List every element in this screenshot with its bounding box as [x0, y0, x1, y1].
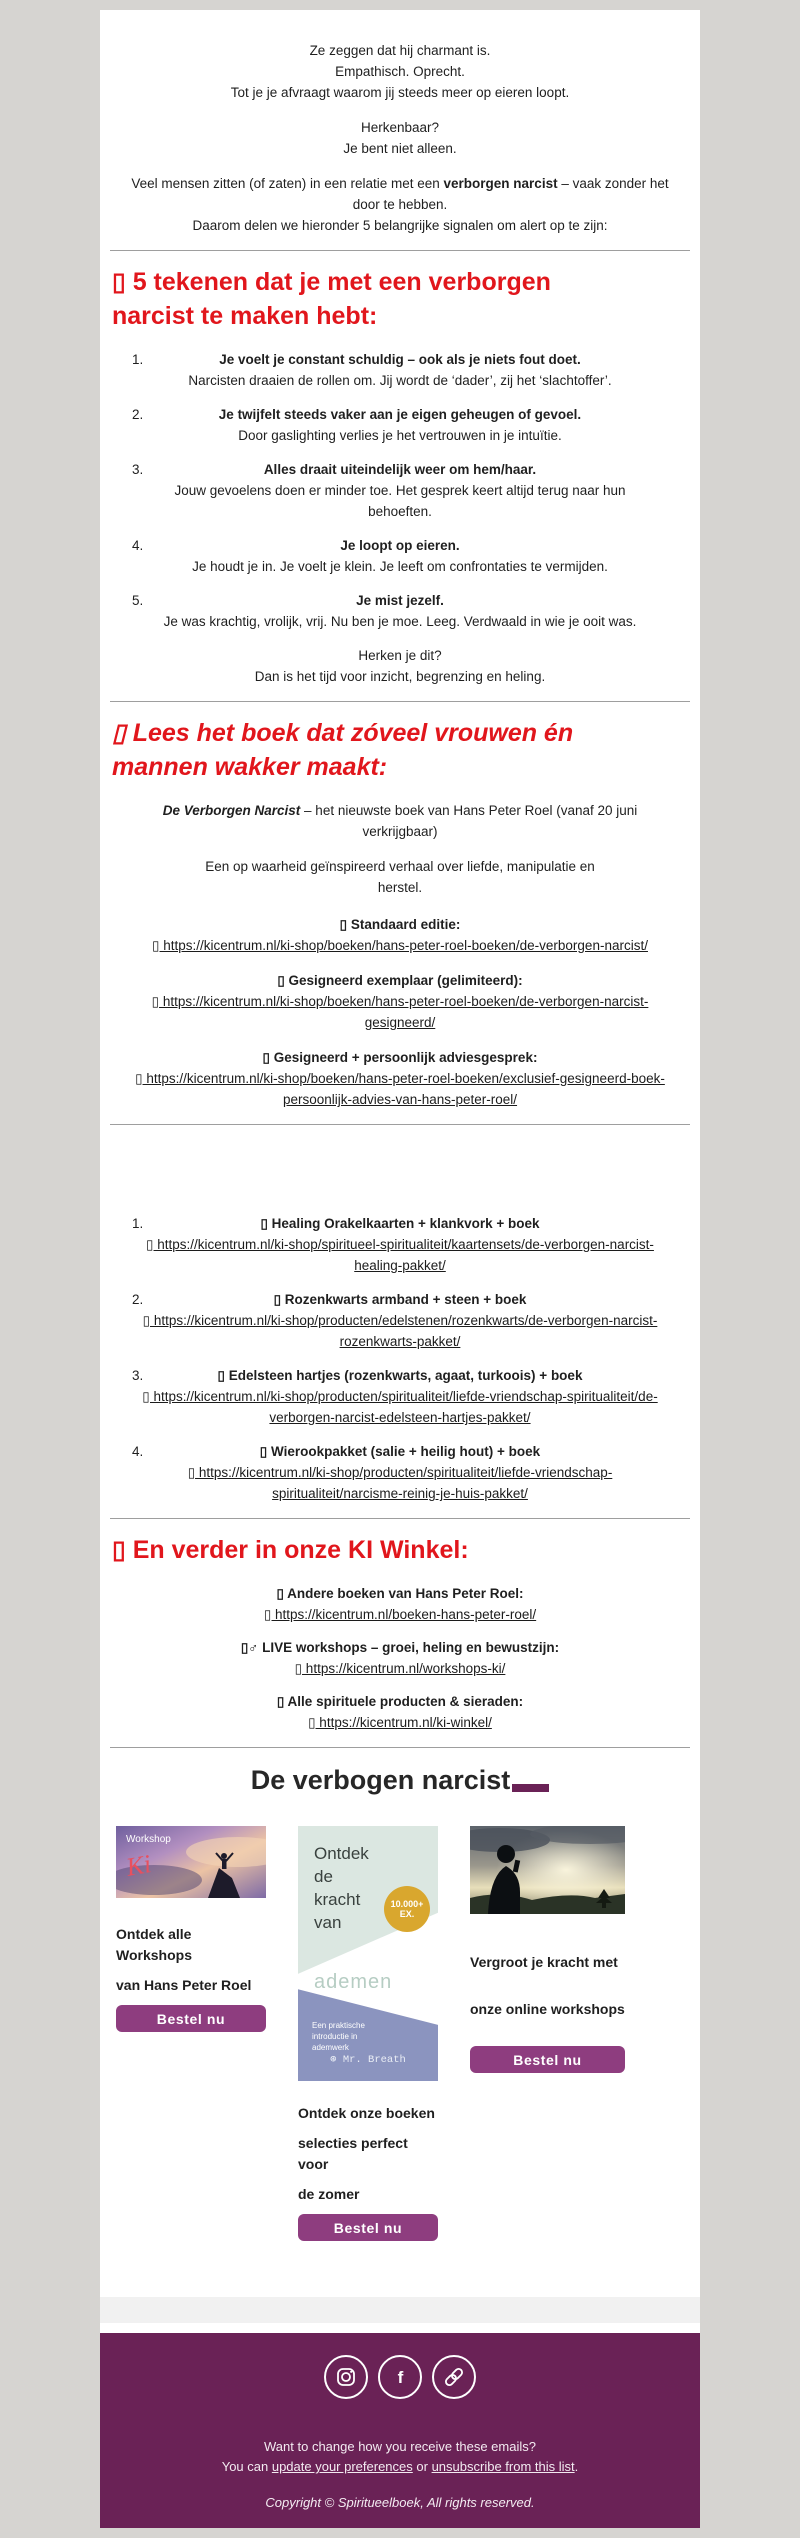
list-number: 4. — [132, 1444, 144, 1459]
divider — [110, 701, 690, 702]
list-number: 3. — [132, 462, 144, 477]
signal-item — [100, 404, 700, 446]
package-link[interactable]: ▯ https://kicentrum.nl/ki-shop/producten/edelstenen/rozenkwarts/de-verborgen-narcist-rozenkwarts-pakket/ — [142, 1313, 658, 1349]
empty-space — [100, 1139, 700, 1209]
intro-paragraph-2 — [130, 117, 670, 159]
divider — [110, 1518, 690, 1519]
signal-item — [100, 459, 700, 522]
signals-list — [100, 349, 700, 632]
book-tagline — [130, 856, 670, 898]
heading-line: mannen wakker maakt: — [112, 753, 388, 781]
package-title: ▯ Wierookpakket (salie + heilig hout) + boek — [259, 1444, 541, 1459]
card-caption — [298, 2103, 438, 2205]
caption-line: de zomer — [298, 2186, 360, 2202]
winkel-link[interactable]: ▯ https://kicentrum.nl/ki-winkel/ — [308, 1715, 492, 1730]
link-icon[interactable] — [432, 2355, 476, 2399]
meditation-image — [470, 1826, 625, 1914]
winkel-label: ▯ Alle spirituele producten & sieraden: — [276, 1694, 524, 1709]
edition-standard — [130, 914, 670, 956]
outro-line: Dan is het tijd voor inzicht, begrenzing en heling. — [254, 669, 546, 684]
workshop-image — [116, 1826, 266, 1898]
footer-text: You can — [221, 2459, 272, 2474]
svg-text:f: f — [397, 2368, 404, 2387]
signal-desc: Je was krachtig, vrolijk, vrij. Nu ben je moe. Leeg. Verdwaald in wie je ooit was. — [163, 614, 637, 629]
edition-label: ▯ Gesigneerd + persoonlijk adviesgesprek: — [262, 1050, 538, 1065]
cover-word: kracht — [314, 1890, 361, 1909]
update-preferences-link[interactable]: update your preferences — [271, 2459, 413, 2474]
promo-heading-text: De verbogen narcist — [250, 1765, 511, 1795]
list-number: 3. — [132, 1368, 144, 1383]
brand-logo — [298, 2050, 438, 2071]
caption-line: Ontdek alle Workshops — [116, 1926, 192, 1963]
package-title: ▯ Healing Orakelkaarten + klankvork + boek — [260, 1216, 540, 1231]
signal-item — [100, 590, 700, 632]
signal-desc: Je houdt je in. Je voelt je klein. Je leeft om confrontaties te vermijden. — [192, 559, 608, 574]
cover-word: van — [314, 1913, 342, 1932]
signal-item — [100, 535, 700, 577]
book-cover-image — [298, 1826, 438, 2081]
sales-badge — [384, 1886, 430, 1932]
workshop-image-label: Workshop — [126, 1834, 171, 1845]
subtitle-line: introductie in — [312, 2032, 358, 2041]
copyright-text: Copyright © Spiritueelboek, All rights reserved. — [265, 2495, 535, 2510]
email-footer — [100, 2333, 700, 2528]
ki-script-text: Ki — [124, 1849, 154, 1882]
intro-text: – vaak zonder het door te hebben. — [352, 176, 669, 212]
book-title-rest: – het nieuwste boek van Hans Peter Roel (vanaf 20 juni verkrijgbaar) — [300, 803, 638, 839]
outro-line: Herken je dit? — [358, 648, 442, 663]
signal-title: Je voelt je constant schuldig – ook als je niets fout doet. — [219, 352, 581, 367]
list-number: 2. — [132, 407, 144, 422]
intro-line: Daarom delen we hieronder 5 belangrijke signalen om alert op te zijn: — [192, 218, 608, 233]
winkel-heading: ▯ En verder in onze KI Winkel: — [112, 1536, 469, 1564]
edition-label: ▯ Standaard editie: — [339, 917, 461, 932]
bestel-nu-button[interactable]: Bestel nu — [116, 2005, 266, 2032]
tagline-line: Een op waarheid geïnspireerd verhaal over liefde, manipulatie en — [205, 859, 595, 874]
package-item — [100, 1365, 700, 1428]
book-title: De Verborgen Narcist — [162, 803, 301, 818]
promo-heading — [100, 1762, 700, 1798]
email-body — [100, 10, 700, 2297]
winkel-link[interactable]: ▯ https://kicentrum.nl/boeken-hans-peter-roel/ — [263, 1607, 537, 1622]
signal-title: Alles draait uiteindelijk weer om hem/haar. — [263, 462, 537, 477]
book-heading — [112, 716, 688, 784]
packages-list — [100, 1213, 700, 1504]
social-icons — [100, 2355, 700, 2399]
signal-item — [100, 349, 700, 391]
list-number: 1. — [132, 1216, 144, 1231]
list-number: 4. — [132, 538, 144, 553]
caption-line: Ontdek onze boeken — [298, 2105, 435, 2121]
footer-spacer-gray — [100, 2297, 700, 2323]
footer-line-1: Want to change how you receive these emails? — [264, 2439, 536, 2454]
list-number: 5. — [132, 593, 144, 608]
purple-accent-bar — [512, 1784, 549, 1792]
list-number: 2. — [132, 1292, 144, 1307]
bestel-nu-button[interactable]: Bestel nu — [470, 2046, 625, 2073]
signal-title: Je mist jezelf. — [356, 593, 444, 608]
tagline-line: herstel. — [377, 880, 423, 895]
package-item — [100, 1213, 700, 1276]
signals-outro — [130, 645, 670, 687]
intro-paragraph-3 — [130, 173, 670, 236]
package-title: ▯ Rozenkwarts armband + steen + boek — [273, 1292, 527, 1307]
badge-line: 10.000+ — [390, 1899, 424, 1909]
winkel-link[interactable]: ▯ https://kicentrum.nl/workshops-ki/ — [294, 1661, 506, 1676]
subtitle-line: Een praktische — [312, 2021, 365, 2030]
unsubscribe-link[interactable]: unsubscribe from this list — [431, 2459, 575, 2474]
intro-text: Veel mensen zitten (of zaten) in een relatie met een — [131, 176, 444, 191]
intro-line: Herkenbaar? — [360, 120, 440, 135]
cover-word-ademen: ademen — [314, 1971, 393, 1993]
card-caption — [470, 1952, 625, 2020]
heading-line: ▯ 5 tekenen dat je met een verborgen — [112, 268, 551, 296]
heading-line: ▯ Lees het boek dat zóveel vrouwen én — [112, 719, 574, 747]
subtitle-line: ademwerk — [312, 2043, 349, 2052]
signal-desc: Door gaslighting verlies je het vertrouwen in je intuïtie. — [238, 428, 562, 443]
winkel-link-workshops — [130, 1637, 670, 1679]
footer-text: or — [412, 2459, 432, 2474]
winkel-label: ▯ Andere boeken van Hans Peter Roel: — [276, 1586, 524, 1601]
caption-line: onze online workshops — [470, 2001, 625, 2017]
cover-title — [314, 1842, 369, 1934]
winkel-link-books — [130, 1583, 670, 1625]
package-link[interactable]: ▯ https://kicentrum.nl/ki-shop/producten/spiritualiteit/liefde-vriendschap-spiritualiteit/de-verborgen-narcist-edelsteen-hartjes-pakket/ — [142, 1389, 658, 1425]
promo-cards — [100, 1826, 700, 2241]
intro-paragraph-1 — [130, 40, 670, 103]
footer-line-2 — [100, 2457, 700, 2477]
footer-text: . — [574, 2459, 579, 2474]
card-caption — [116, 1924, 266, 1996]
winkel-label: ▯♂ LIVE workshops – groei, heling en bewustzijn: — [240, 1640, 560, 1655]
package-title: ▯ Edelsteen hartjes (rozenkwarts, agaat, turkoois) + boek — [217, 1368, 583, 1383]
card-online-workshops — [470, 1826, 625, 2073]
signal-desc: Narcisten draaien de rollen om. Jij wordt de ‘dader’, zij het ‘slachtoffer’. — [188, 373, 612, 388]
intro-line: Tot je je afvraagt waarom jij steeds meer op eieren loopt. — [230, 85, 570, 100]
caption-line: van Hans Peter Roel — [116, 1977, 252, 1993]
instagram-icon[interactable] — [324, 2355, 368, 2399]
footer-spacer-white — [100, 2323, 700, 2333]
card-books — [298, 1826, 438, 2241]
cover-word: de — [314, 1867, 333, 1886]
cover-subtitle — [312, 2020, 365, 2053]
edition-advice — [130, 1047, 670, 1110]
email-container — [100, 10, 700, 2528]
divider — [110, 1124, 690, 1125]
edition-link[interactable]: ▯ https://kicentrum.nl/ki-shop/boeken/hans-peter-roel-boeken/de-verborgen-narcist-gesigneerd/ — [151, 994, 649, 1030]
package-item — [100, 1441, 700, 1504]
card-workshops — [116, 1826, 266, 2032]
divider — [110, 1747, 690, 1748]
signals-heading — [112, 265, 688, 333]
package-link[interactable]: ▯ https://kicentrum.nl/ki-shop/producten/spiritualiteit/liefde-vriendschap-spiritualiteit/narcisme-reinig-je-huis-pakket/ — [187, 1465, 613, 1501]
caption-line: Vergroot je kracht met — [470, 1954, 618, 1970]
signal-desc: Jouw gevoelens doen er minder toe. Het gesprek keert altijd terug naar hun behoeften. — [174, 483, 626, 519]
badge-line: EX. — [399, 1909, 415, 1919]
edition-signed — [130, 970, 670, 1033]
facebook-icon[interactable] — [378, 2355, 422, 2399]
intro-line: Je bent niet alleen. — [343, 141, 457, 156]
heading-line: narcist te maken hebt: — [112, 302, 378, 330]
flower-logo-icon: ⊛ — [330, 2054, 337, 2066]
divider — [110, 250, 690, 251]
signal-title: Je twijfelt steeds vaker aan je eigen geheugen of gevoel. — [218, 407, 582, 422]
bestel-nu-button[interactable]: Bestel nu — [298, 2214, 438, 2241]
intro-bold-text: verborgen narcist — [443, 176, 558, 191]
list-number: 1. — [132, 352, 144, 367]
caption-line: selecties perfect voor — [298, 2135, 408, 2172]
package-item — [100, 1289, 700, 1352]
book-title-paragraph — [130, 800, 670, 842]
edition-label: ▯ Gesigneerd exemplaar (gelimiteerd): — [277, 973, 523, 988]
intro-line: Empathisch. Oprecht. — [335, 64, 465, 79]
edition-link[interactable]: ▯ https://kicentrum.nl/ki-shop/boeken/hans-peter-roel-boeken/exclusief-gesigneerd-boek-persoonlijk-advies-van-hans-peter-roel/ — [135, 1071, 665, 1107]
edition-link[interactable]: ▯ https://kicentrum.nl/ki-shop/boeken/hans-peter-roel-boeken/de-verborgen-narcist/ — [152, 938, 648, 953]
winkel-link-products — [130, 1691, 670, 1733]
signal-title: Je loopt op eieren. — [340, 538, 460, 553]
cover-word: Ontdek — [314, 1844, 369, 1863]
brand-name: Mr. Breath — [342, 2054, 406, 2066]
package-link[interactable]: ▯ https://kicentrum.nl/ki-shop/spiritueel-spiritualiteit/kaartensets/de-verborgen-narcist-healing-pakket/ — [146, 1237, 654, 1273]
intro-line: Ze zeggen dat hij charmant is. — [309, 43, 491, 58]
